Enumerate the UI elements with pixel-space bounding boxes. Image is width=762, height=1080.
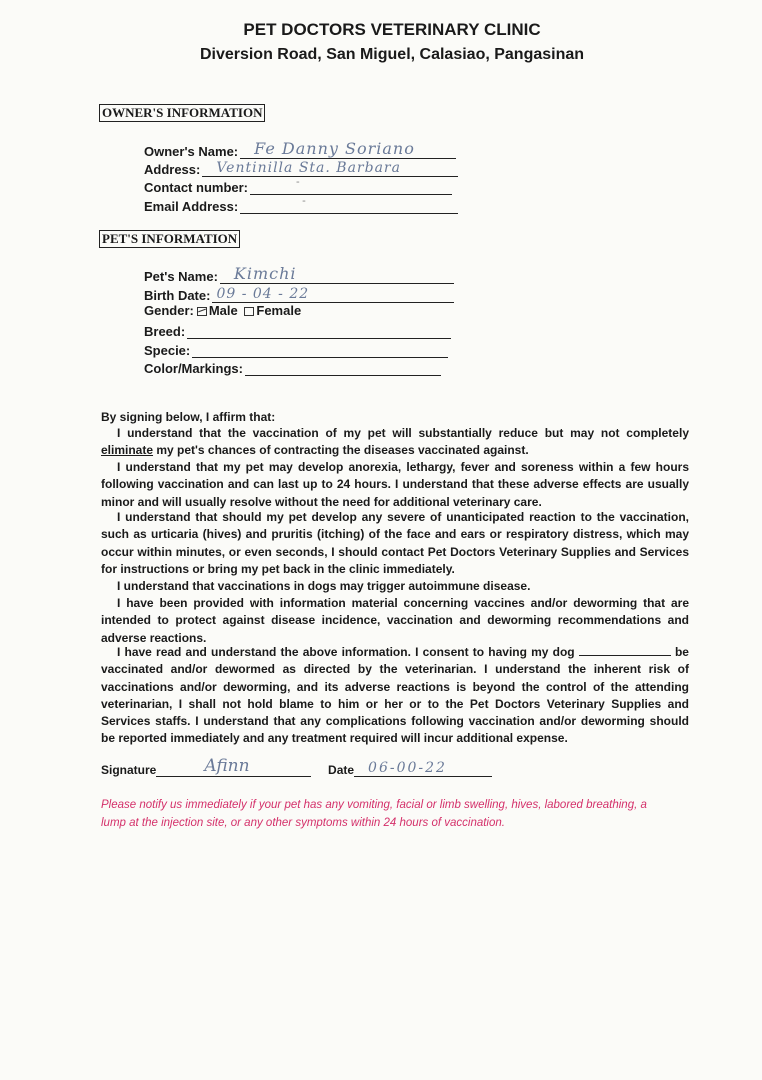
owner-name-line — [240, 139, 456, 159]
birth-date-line — [212, 286, 454, 303]
date-label: Date — [328, 763, 355, 777]
clinic-address: Diversion Road, San Miguel, Calasiao, Pangasinan — [199, 46, 585, 63]
p6-text-a: I have read and understand the above information. I consent to having my dog — [117, 645, 575, 659]
affirmation-paragraph-6 — [101, 644, 689, 748]
color-markings-field[interactable] — [144, 358, 441, 376]
contact-number-line — [250, 178, 452, 195]
owner-name-value: Fe Danny Soriano — [254, 139, 415, 158]
female-checkbox[interactable] — [244, 307, 254, 316]
pet-name-line — [220, 264, 454, 284]
p1-text-a: I understand that the vaccination of my pet will substantially reduce but may not completely — [117, 426, 689, 440]
p1-text-b: my pet's chances of contracting the diseases vaccinated against. — [153, 443, 529, 458]
contact-number-label: Contact number: — [144, 180, 248, 195]
affirmation-paragraph-4: I understand that vaccinations in dogs may trigger autoimmune disease. — [117, 579, 531, 593]
color-markings-label: Color/Markings: — [144, 361, 243, 376]
owner-address-field[interactable] — [144, 159, 458, 177]
affirmation-intro: By signing below, I affirm that: — [101, 410, 276, 424]
signature-row — [101, 756, 492, 777]
owner-address-value: Ventinilla Sta. Barbara — [216, 160, 401, 176]
male-checkbox[interactable] — [197, 307, 207, 316]
p6-text-b: be vaccinated and/or dewormed as directed by the veterinarian. I understand the inherent risk of vaccinations and/or deworming, and its adverse reactions is beyond the control of the attending veterinarian, I shall not hold blame to him or her or to the Pet Doctors Veterinary Supplies and Services staffs. I understand that any complications following vaccination and/or deworming should be reported immediately and any treatment required will incur additional expense. — [101, 645, 689, 746]
female-label: Female — [256, 303, 302, 318]
specie-label: Specie: — [144, 343, 191, 358]
pet-name-field[interactable] — [144, 266, 454, 284]
breed-label: Breed: — [144, 324, 186, 339]
gender-label: Gender: — [144, 303, 194, 318]
email-address-value: - — [302, 195, 306, 207]
birth-date-field[interactable] — [144, 285, 454, 303]
notice-text: Please notify us immediately if your pet has any vomiting, facial or limb swelling, hives, labored breathing, a lump at the injection site, or any other symptoms within 24 hours of vaccination. — [101, 799, 647, 829]
owner-address-line — [202, 160, 458, 177]
signature-value: Afinn — [204, 756, 250, 776]
pet-name-label: Pet's Name: — [144, 269, 218, 284]
pet-name-value: Kimchi — [233, 264, 297, 283]
affirmation-paragraph-5: I have been provided with information material concerning vaccines and/or deworming that are intended to protect against disease incidence, vaccination and deworming recommendations and adverse reactions. — [101, 596, 689, 645]
owner-name-field[interactable] — [144, 141, 456, 159]
contact-number-field[interactable] — [144, 177, 452, 195]
affirmation-paragraph-1 — [101, 425, 689, 460]
dog-name-blank[interactable] — [579, 644, 671, 656]
owner-section-title: OWNER'S INFORMATION — [99, 104, 265, 122]
email-address-field[interactable] — [144, 196, 458, 214]
owner-address-label: Address: — [144, 162, 201, 177]
affirmation-paragraph-3: I understand that should my pet develop any severe of unanticipated reaction to the vaccination, such as urticaria (hives) and pruritis (itching) of the face and ears or respiratory distress, which may occur within minutes, or even seconds, I should contact Pet Doctors Veterinary Supplies and Services for instructions or bring my pet back in the clinic immediately. — [101, 510, 689, 576]
birth-date-label: Birth Date: — [144, 288, 211, 303]
clinic-name: PET DOCTORS VETERINARY CLINIC — [243, 20, 541, 39]
birth-date-value: 09 - 04 - 22 — [216, 286, 310, 302]
affirmation-paragraph-2: I understand that my pet may develop anorexia, lethargy, fever and soreness within a few hours following vaccination and can last up to 24 hours. I understand that these adverse effects are usually minor and will usually resolve without the need for additional veterinary care. — [101, 460, 689, 509]
specie-field[interactable] — [144, 340, 448, 358]
signature-label: Signature — [101, 763, 157, 777]
breed-line — [187, 322, 451, 339]
breed-field[interactable] — [144, 321, 451, 339]
contact-number-value: - — [296, 176, 300, 188]
owner-name-label: Owner's Name: — [144, 144, 239, 159]
email-address-line — [240, 197, 458, 214]
email-address-label: Email Address: — [144, 199, 239, 214]
gender-field — [144, 303, 301, 318]
date-field[interactable] — [354, 762, 492, 777]
male-label: Male — [208, 303, 238, 318]
pet-section-title: PET'S INFORMATION — [99, 230, 240, 248]
date-value: 06-00-22 — [368, 760, 447, 776]
specie-line — [192, 341, 448, 358]
signature-field[interactable] — [156, 756, 311, 777]
color-markings-line — [245, 359, 441, 376]
p1-underlined-word: eliminate — [101, 443, 154, 458]
